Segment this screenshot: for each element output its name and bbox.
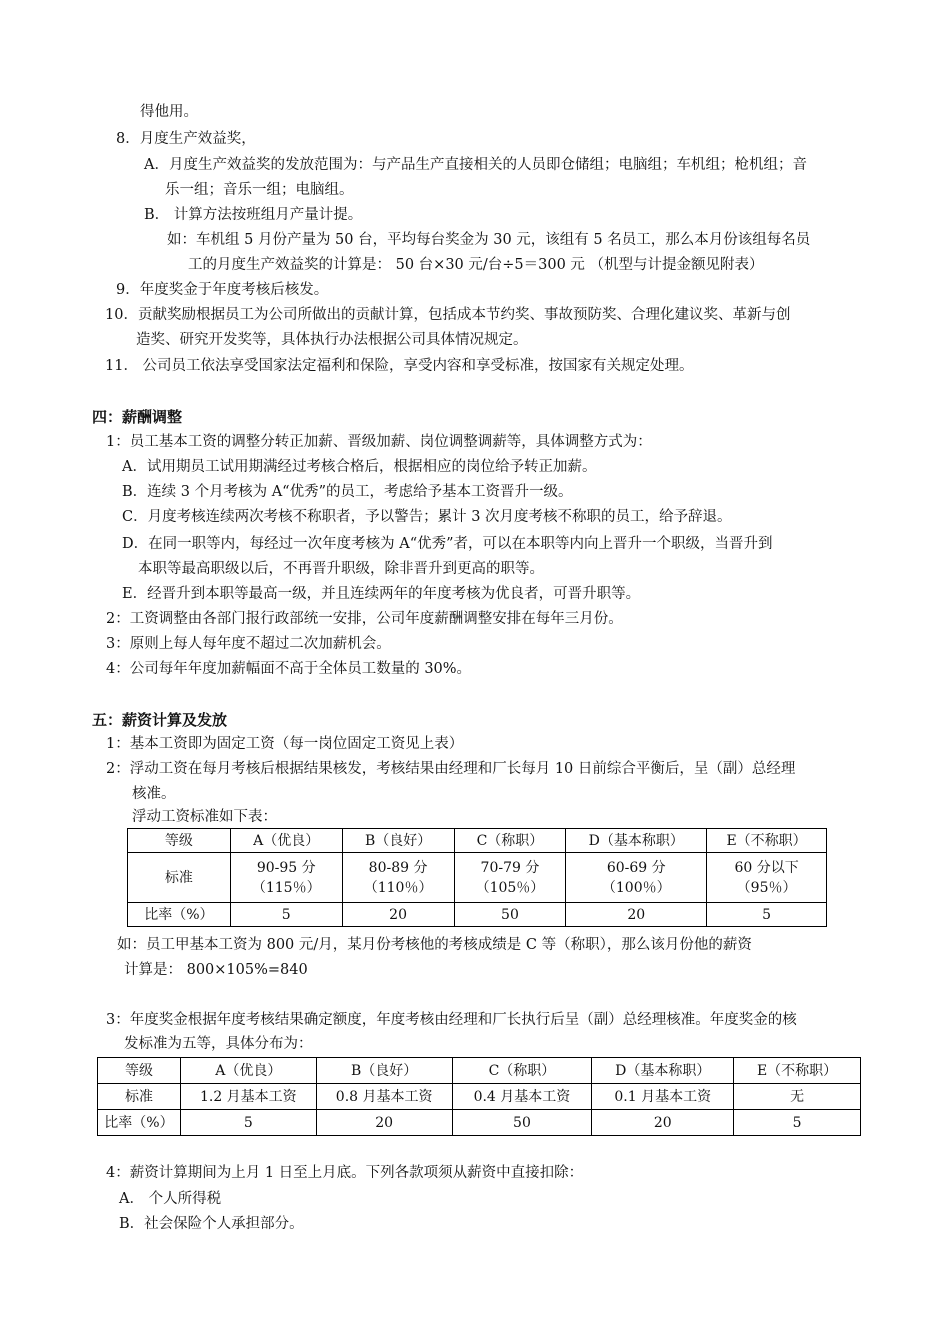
score-range: 60 分以下 [734, 859, 799, 876]
table-header-cell: C（称职） [452, 1058, 592, 1084]
table-header-cell: C（称职） [454, 829, 566, 853]
table-cell: 1.2 月基本工资 [180, 1084, 316, 1110]
table-header-cell: D（基本称职） [592, 1058, 734, 1084]
list-item: 9．年度奖金于年度考核后核发。 [116, 282, 329, 298]
list-item: A． 个人所得税 [119, 1191, 222, 1207]
table-header-cell: B（良好） [316, 1058, 452, 1084]
section-heading: 四：薪酬调整 [92, 408, 183, 426]
table-cell: 标准 [128, 853, 231, 903]
table-cell: 0.1 月基本工资 [592, 1084, 734, 1110]
table-cell [707, 853, 827, 903]
table-cell: 0.8 月基本工资 [316, 1084, 452, 1110]
table-cell: 5 [707, 903, 827, 927]
table-cell: 5 [230, 903, 342, 927]
list-item: 8．月度生产效益奖， [116, 131, 256, 147]
list-item: A．月度生产效益奖的发放范围为：与产品生产直接相关的人员即仓储组；电脑组；车机组；枪机组；音 [144, 157, 807, 173]
text-line: 得他用。 [140, 104, 198, 120]
annual-bonus-table [97, 1057, 861, 1136]
score-range: 80-89 分 [368, 859, 428, 876]
text-line: 发标准为五等，具体分布为： [124, 1036, 313, 1052]
table-cell: 比率（%） [98, 1110, 181, 1136]
table-cell: 20 [342, 903, 454, 927]
pay-percent: （100％） [601, 879, 671, 896]
table-row [98, 1110, 861, 1136]
table-cell [230, 853, 342, 903]
paragraph: 2：工资调整由各部门报行政部统一安排，公司年度薪酬调整安排在每年三月份。 [106, 611, 623, 627]
paragraph: 3：原则上每人每年度不超过二次加薪机会。 [106, 636, 391, 652]
table-header-cell: 等级 [128, 829, 231, 853]
pay-percent: （105％） [475, 879, 545, 896]
table-header-cell: D（基本称职） [566, 829, 707, 853]
table-header-cell: A（优良） [230, 829, 342, 853]
table-row [98, 1058, 861, 1084]
section-heading: 五：薪资计算及发放 [92, 711, 228, 729]
list-item: D．在同一职等内，每经过一次年度考核为 A“优秀”者，可以在本职等内向上晋升一个职级，当晋升到 [122, 536, 773, 552]
list-item: A．试用期员工试用期满经过考核合格后，根据相应的岗位给予转正加薪。 [122, 459, 597, 475]
table-cell [566, 853, 707, 903]
table-cell: 0.4 月基本工资 [452, 1084, 592, 1110]
table-header-cell: E（不称职） [734, 1058, 861, 1084]
table-cell: 比率（%） [128, 903, 231, 927]
pay-percent: （95％） [736, 879, 797, 896]
list-item: B． 计算方法按班组月产量计提。 [144, 207, 363, 223]
paragraph: 3：年度奖金根据年度考核结果确定额度，年度考核由经理和厂长执行后呈（副）总经理核准。年度奖金的核 [106, 1012, 797, 1028]
table-header-cell: E（不称职） [707, 829, 827, 853]
paragraph: 1：员工基本工资的调整分转正加薪、晋级加薪、岗位调整调薪等，具体调整方式为： [106, 434, 652, 450]
score-range: 60-69 分 [606, 859, 666, 876]
paragraph: 2：浮动工资在每月考核后根据结果核发，考核结果由经理和厂长每月 10 日前综合平衡后，呈（副）总经理 [106, 761, 796, 777]
pay-percent: （110％） [363, 879, 433, 896]
table-row [128, 853, 827, 903]
table-cell: 5 [734, 1110, 861, 1136]
text-line: 造奖、研究开发奖等，具体执行办法根据公司具体情况规定。 [136, 332, 528, 348]
table-header-cell: B（良好） [342, 829, 454, 853]
list-item: 10．贡献奖励根据员工为公司所做出的贡献计算，包括成本节约奖、事故预防奖、合理化建议奖、革新与创 [105, 307, 791, 323]
table-cell: 50 [454, 903, 566, 927]
floating-wage-table [127, 828, 827, 927]
table-row [128, 829, 827, 853]
table-header-cell: 等级 [98, 1058, 181, 1084]
table-cell: 50 [452, 1110, 592, 1136]
example-text: 计算是： 800×105%=840 [124, 962, 308, 978]
example-text: 如：车机组 5 月份产量为 50 台，平均每台奖金为 30 元，该组有 5 名员工，那么本月份该组每名员 [167, 232, 811, 248]
pay-percent: （115％） [251, 879, 321, 896]
text-line: 核准。 [132, 786, 176, 802]
table-header-cell: A（优良） [180, 1058, 316, 1084]
table-cell: 20 [316, 1110, 452, 1136]
score-range: 90-95 分 [256, 859, 316, 876]
table-cell [454, 853, 566, 903]
table-cell: 20 [592, 1110, 734, 1136]
paragraph: 1：基本工资即为固定工资（每一岗位固定工资见上表） [106, 736, 464, 752]
table-cell: 20 [566, 903, 707, 927]
text-line: 乐一组；音乐一组；电脑组。 [165, 182, 354, 198]
list-item: B．连续 3 个月考核为 A“优秀”的员工，考虑给予基本工资晋升一级。 [122, 484, 573, 500]
table-cell: 5 [180, 1110, 316, 1136]
table-row [98, 1084, 861, 1110]
list-item: 11． 公司员工依法享受国家法定福利和保险，享受内容和享受标准，按国家有关规定处理。 [105, 358, 694, 374]
list-item: E．经晋升到本职等最高一级，并且连续两年的年度考核为优良者，可晋升职等。 [122, 586, 641, 602]
table-cell: 标准 [98, 1084, 181, 1110]
table-row [128, 903, 827, 927]
table-cell: 无 [734, 1084, 861, 1110]
list-item: B．社会保险个人承担部分。 [119, 1216, 304, 1232]
paragraph: 4：薪资计算期间为上月 1 日至上月底。下列各款项须从薪资中直接扣除： [106, 1165, 584, 1181]
table-cell [342, 853, 454, 903]
text-line: 浮动工资标准如下表： [132, 809, 277, 825]
paragraph: 4：公司每年年度加薪幅面不高于全体员工数量的 30%。 [106, 661, 472, 677]
example-text: 如：员工甲基本工资为 800 元/月，某月份考核他的考核成绩是 C 等（称职），那么该月份他的薪资 [117, 937, 752, 953]
text-line: 本职等最高职级以后，不再晋升职级，除非晋升到更高的职等。 [138, 561, 544, 577]
example-text: 工的月度生产效益奖的计算是： 50 台×30 元/台÷5＝300 元 （机型与计提金额见附表） [188, 257, 764, 273]
score-range: 70-79 分 [480, 859, 540, 876]
list-item: C．月度考核连续两次考核不称职者，予以警告；累计 3 次月度考核不称职的员工，给予辞退。 [122, 509, 732, 525]
